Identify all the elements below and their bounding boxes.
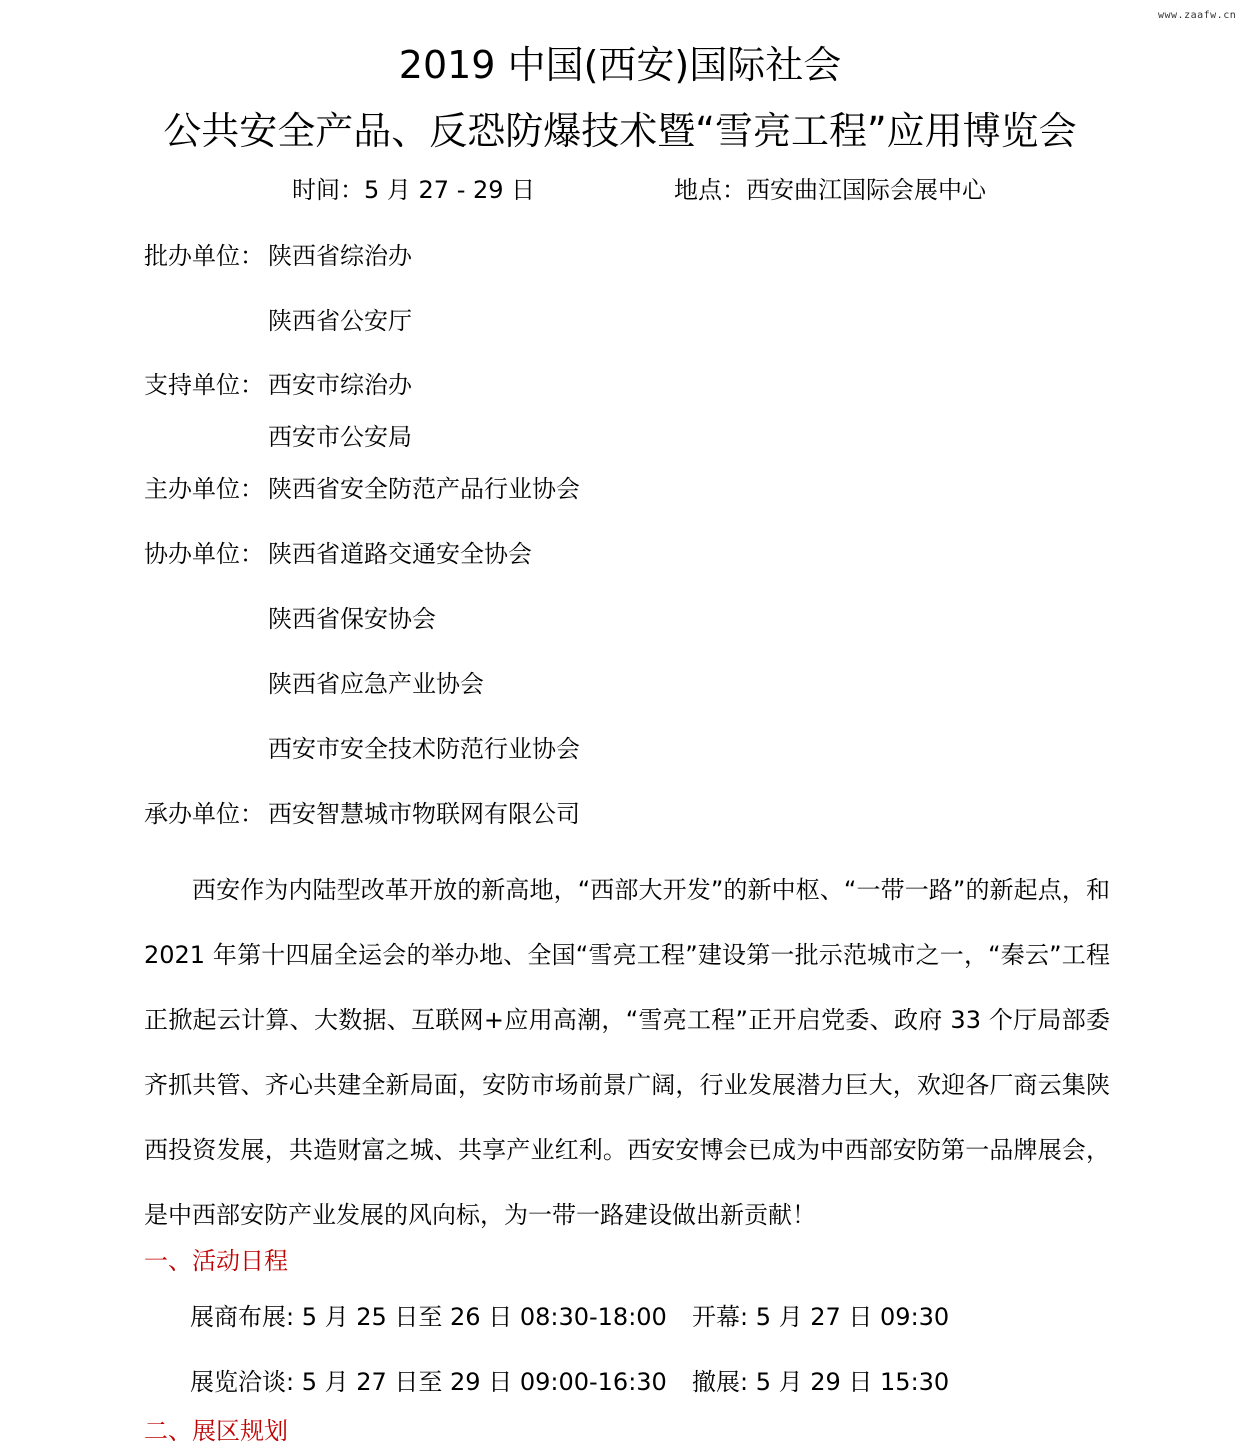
support-org-2: 西安市公安局 xyxy=(268,423,412,451)
schedule-teardown: 撤展: 5 月 29 日 15:30 xyxy=(692,1368,950,1396)
co-organizer-4: 西安市安全技术防范行业协会 xyxy=(268,735,580,763)
site-watermark: www.zaafw.cn xyxy=(1158,10,1237,21)
support-org-1: 西安市综治办 xyxy=(268,371,412,399)
approval-org-1: 陕西省综治办 xyxy=(268,242,412,270)
organizer-1: 西安智慧城市物联网有限公司 xyxy=(268,800,580,828)
approval-label: 批办单位： xyxy=(144,242,264,270)
schedule-opening: 开幕: 5 月 27 日 09:30 xyxy=(692,1303,950,1331)
host-label: 主办单位： xyxy=(144,475,264,503)
co-organizer-1: 陕西省道路交通安全协会 xyxy=(268,540,532,568)
event-place: 地点：西安曲江国际会展中心 xyxy=(674,176,986,204)
co-organizer-3: 陕西省应急产业协会 xyxy=(268,670,484,698)
section-heading-schedule: 一、活动日程 xyxy=(144,1247,288,1275)
document-title-line-2: 公共安全产品、反恐防爆技术暨“雪亮工程”应用博览会 xyxy=(163,109,1077,153)
schedule-exhibition: 展览洽谈: 5 月 27 日至 29 日 09:00-16:30 xyxy=(190,1368,667,1396)
event-time: 时间：5 月 27 - 29 日 xyxy=(292,176,536,204)
support-label: 支持单位： xyxy=(144,371,264,399)
organizer-label: 承办单位： xyxy=(144,800,264,828)
schedule-setup: 展商布展: 5 月 25 日至 26 日 08:30-18:00 xyxy=(190,1303,667,1331)
intro-paragraph: 西安作为内陆型改革开放的新高地，“西部大开发”的新中枢、“一带一路”的新起点，和 2021 年第十四届全运会的举办地、全国“雪亮工程”建设第一批示范城市之一，“秦云”工程正掀起云计算、大数据、互联网+应用高潮，“雪亮工程”正开启党委、政府 33 个厅局部委齐抓共管、齐心共建全新局面，安防市场前景广阔，行业发展潜力巨大，欢迎各厂商云集陕西投资发展，共造财富之城、共享产业红利。西安安博会已成为中西部安防第一品牌展会，是中西部安防产业发展的风向标，为一带一路建设做出新贡献！ xyxy=(144,876,1110,1229)
co-organizer-label: 协办单位： xyxy=(144,540,264,568)
host-org-1: 陕西省安全防范产品行业协会 xyxy=(268,475,580,503)
approval-org-2: 陕西省公安厅 xyxy=(268,307,412,335)
document-title-line-1: 2019 中国(西安)国际社会 xyxy=(398,43,842,87)
section-heading-zones: 二、展区规划 xyxy=(144,1417,288,1445)
co-organizer-2: 陕西省保安协会 xyxy=(268,605,436,633)
